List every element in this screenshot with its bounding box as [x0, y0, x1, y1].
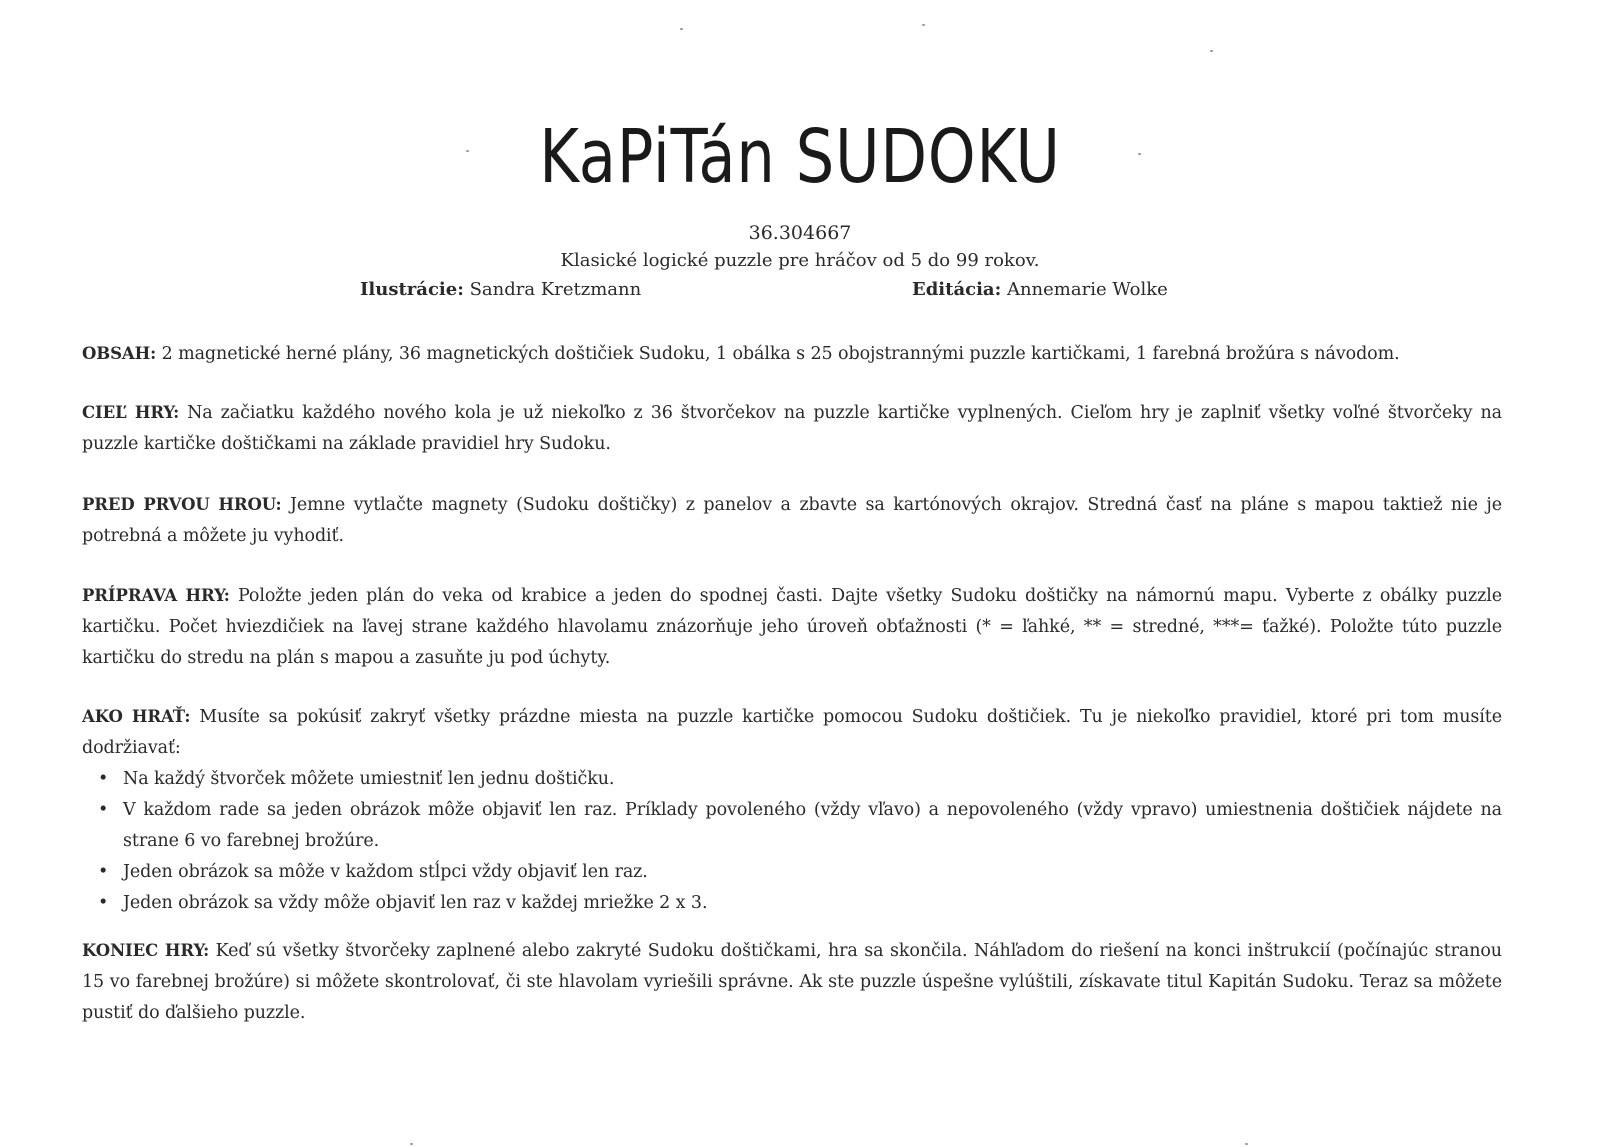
list-item: • V každom rade sa jeden obrázok môže objaviť len raz. Príklady povoleného (vždy vľavo) a nepovoleného (vždy vpravo) umiestnenia doštičiek nájdete na strane 6 vo farebnej brožúre.: [94, 795, 1502, 857]
section-label: AKO HRAŤ:: [82, 707, 191, 726]
section-text: Položte jeden plán do veka od krabice a jeden do spodnej časti. Dajte všetky Sudoku doštičky na námornú mapu. Vyberte z obálky puzzle kartičku. Počet hviezdičiek na ľavej strane každého hlavolamu znázorňuje jeho úroveň obťažnosti (* = ľahké, ** = stredné, ***= ťažké). Položte túto puzzle kartičku do stredu na plán s mapou a zasuňte ju pod úchyty.: [82, 586, 1502, 668]
list-item: • Na každý štvorček môžete umiestniť len jednu doštičku.: [94, 764, 1502, 795]
scan-speck: [922, 24, 925, 26]
scan-speck: [1210, 50, 1213, 52]
section-obsah: [82, 338, 1502, 370]
section-text: Keď sú všetky štvorčeky zaplnené alebo zakryté Sudoku doštičkami, hra sa skončila. Náhľadom do riešení na konci inštrukcií (počínajúc stranou 15 vo farebnej brožúre) si môžete skontrolovať, či ste hlavolam vyriešili správne. Ak ste puzzle úspešne vylúštili, získavate titul Kapitán Sudoku. Teraz sa môžete pustiť do ďalšieho puzzle.: [82, 941, 1502, 1023]
section-text: Jemne vytlačte magnety (Sudoku doštičky) z panelov a zbavte sa kartónových okrajov. Stredná časť na pláne s mapou taktiež nie je potrebná a môžete ju vyhodiť.: [82, 495, 1502, 546]
editing-label: Editácia:: [912, 279, 1002, 300]
section-label: PRED PRVOU HROU:: [82, 495, 282, 514]
scan-speck: [410, 1143, 413, 1145]
illustrations-label: Ilustrácie:: [360, 279, 464, 300]
section-label: OBSAH:: [82, 344, 157, 363]
list-item: • Jeden obrázok sa môže v každom stĺpci vždy objaviť len raz.: [94, 857, 1502, 888]
list-item: • Jeden obrázok sa vždy môže objaviť len raz v každej mriežke 2 x 3.: [94, 888, 1502, 919]
illustrations-credit: [360, 279, 641, 300]
product-code: 36.304667: [748, 222, 852, 244]
section-label: PRÍPRAVA HRY:: [82, 586, 230, 605]
section-label: KONIEC HRY:: [82, 941, 210, 960]
illustrations-value: Sandra Kretzmann: [469, 279, 642, 300]
scan-speck: [680, 28, 683, 30]
section-ciel-hry: [82, 397, 1502, 460]
section-text: 2 magnetické herné plány, 36 magnetických doštičiek Sudoku, 1 obálka s 25 obojstrannými puzzle kartičkami, 1 farebná brožúra s návodom.: [161, 344, 1400, 364]
page-subtitle: Klasické logické puzzle pre hráčov od 5 do 99 rokov.: [560, 250, 1040, 271]
section-priprava-hry: [82, 580, 1502, 674]
editing-credit: [912, 279, 1168, 300]
scan-speck: [466, 150, 469, 152]
section-text: Musíte sa pokúsiť zakryť všetky prázdne miesta na puzzle kartičke pomocou Sudoku doštičiek. Tu je niekoľko pravidiel, ktoré pri tom musíte dodržiavať:: [82, 707, 1502, 758]
section-pred-prvou-hrou: [82, 489, 1502, 552]
editing-value: Annemarie Wolke: [1006, 279, 1168, 300]
rules-list: [82, 764, 1502, 919]
section-koniec-hry: [82, 935, 1502, 1029]
scan-speck: [1138, 153, 1141, 155]
section-ako-hrat: [82, 701, 1502, 919]
page-title: KaPiTán SUDOKU: [539, 114, 1061, 200]
section-text: Na začiatku každého nového kola je už niekoľko z 36 štvorčekov na puzzle kartičke vyplnených. Cieľom hry je zaplniť všetky voľné štvorčeky na puzzle kartičke doštičkami na základe pravidiel hry Sudoku.: [82, 403, 1502, 454]
scan-speck: [1245, 1143, 1248, 1145]
section-label: CIEĽ HRY:: [82, 403, 180, 422]
